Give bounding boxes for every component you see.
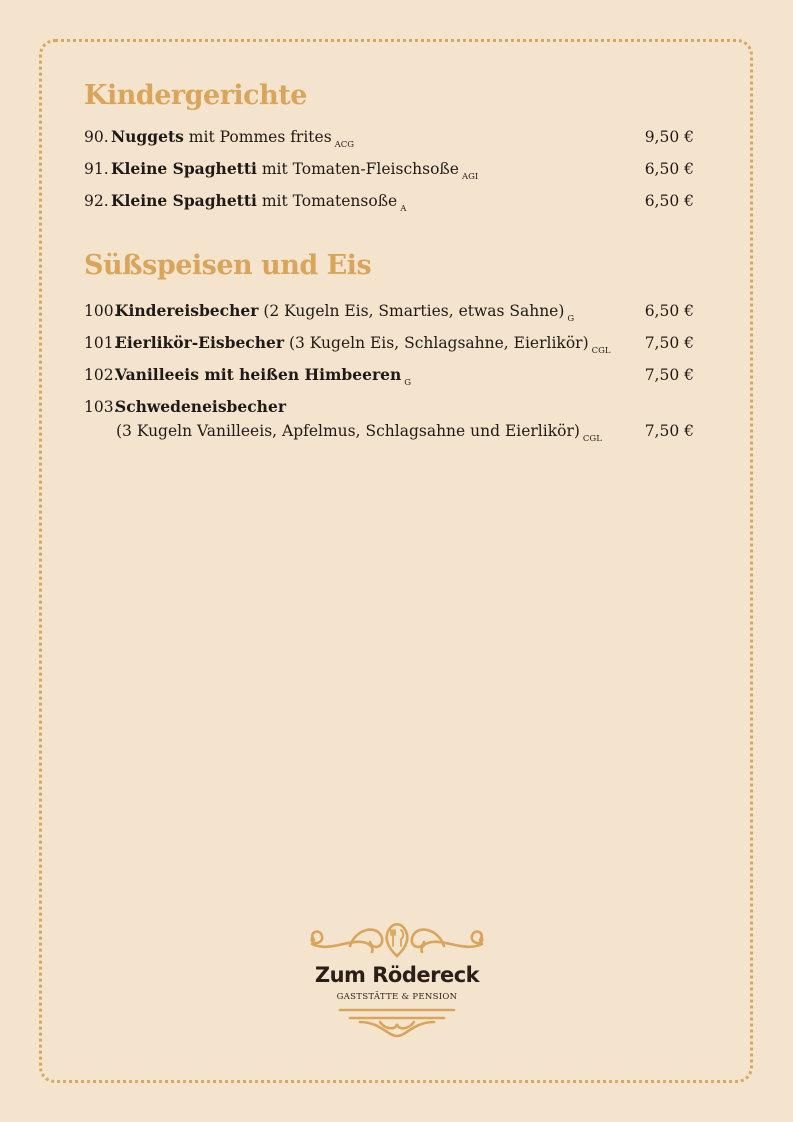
item-name: Eierlikör-Eisbecher xyxy=(115,333,285,352)
item-number: 101. xyxy=(84,334,119,352)
menu-item xyxy=(84,191,694,219)
item-description: (3 Kugeln Vanilleeis, Apfelmus, Schlagsahne und Eierlikör) xyxy=(116,422,580,440)
item-name: Schwedeneisbecher xyxy=(115,397,286,416)
item-price: 7,50 € xyxy=(644,334,694,352)
item-name: Kleine Spaghetti xyxy=(111,191,257,210)
menu-item xyxy=(84,333,694,361)
item-number: 103. xyxy=(84,398,119,416)
menu-item xyxy=(84,397,694,443)
item-allergens: AGI xyxy=(461,172,479,182)
item-name: Kleine Spaghetti xyxy=(111,159,257,178)
section-title-kindergerichte: Kindergerichte xyxy=(84,80,307,111)
logo-name: Zum Rödereck xyxy=(314,963,480,987)
item-number: 100. xyxy=(84,302,119,320)
item-number: 90. xyxy=(84,128,109,146)
item-description-line xyxy=(116,421,602,449)
menu-item xyxy=(84,127,694,155)
item-price: 6,50 € xyxy=(644,160,694,178)
item-number: 91. xyxy=(84,160,109,178)
section-title-suessspeisen: Süßspeisen und Eis xyxy=(84,250,372,281)
item-name: Vanilleeis mit heißen Himbeeren xyxy=(115,365,402,384)
item-allergens: A xyxy=(400,204,407,214)
item-description: mit Tomatensoße xyxy=(256,192,398,210)
logo-subtitle: GASTSTÄTTE & PENSION xyxy=(336,992,458,1002)
item-allergens: CGL xyxy=(591,346,611,356)
item-description: mit Tomaten-Fleischsoße xyxy=(256,160,459,178)
menu-item xyxy=(84,365,694,393)
item-description: mit Pommes frites xyxy=(183,128,332,146)
item-allergens: G xyxy=(404,378,412,388)
item-description: (2 Kugeln Eis, Smarties, etwas Sahne) xyxy=(258,302,565,320)
item-price: 6,50 € xyxy=(644,192,694,210)
menu-item xyxy=(84,159,694,187)
item-allergens: G xyxy=(567,314,575,324)
item-number: 92. xyxy=(84,192,109,210)
item-name: Nuggets xyxy=(111,127,184,146)
item-price: 7,50 € xyxy=(644,422,694,440)
item-description: (3 Kugeln Eis, Schlagsahne, Eierlikör) xyxy=(284,334,589,352)
item-allergens: CGL xyxy=(582,434,602,444)
item-name: Kindereisbecher xyxy=(115,301,259,320)
item-price: 9,50 € xyxy=(644,128,694,146)
item-price: 7,50 € xyxy=(644,366,694,384)
menu-item xyxy=(84,301,694,329)
item-allergens: ACG xyxy=(334,140,355,150)
item-number: 102. xyxy=(84,366,119,384)
item-price: 6,50 € xyxy=(644,302,694,320)
logo xyxy=(300,918,494,1042)
